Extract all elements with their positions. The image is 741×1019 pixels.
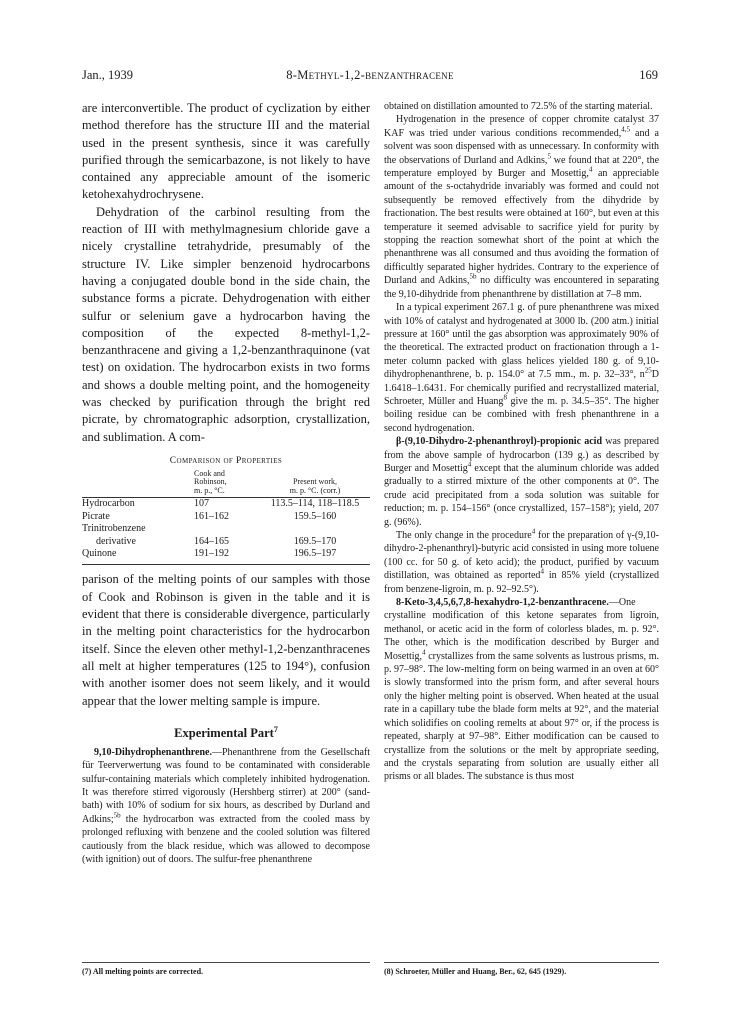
table-row: derivative 164–165 169.5–170 [96,535,337,547]
page-number: 169 [639,68,658,82]
paragraph: are interconvertible. The product of cyclization by either method therefore has the structure III and the material used in the present synthesis, since it was carefully purified through the semicarbazone, is not likely to have contained any appreciable amount of the isomeric ketohexahydrochrysene. [82,101,370,202]
paragraph: Hydrogenation in the presence of copper chromite catalyst 37 KAF was tried under various conditions recommended,$^{4,5}$ and a solvent was soon dispensed with as unnecessary. In conformity with the observations of Durland and Adkins,$^5$ we found that at 220°, the temperature employed by Burger and Mosettig,$^4$ an appreciable amount of the s-octahydride invariably was formed and could not subsequently be removed effectively from the dihydride by fractionation. The best results were obtained at 160°, but even at this temperature it seemed advisable to sacrifice yield for purity by stopping the reaction somewhat short of the point at which the phenanthrene was all consumed and thus avoiding the formation of difficultly separated higher hydrides. Contrary to the experience of Durland and Adkins,$^{5b}$ no difficulty was encountered in separating the 9,10-dihydride from phenanthrene by distillation at 7–8 mm. [384,114,660,300]
section-heading: Experimental Part$^7$ [174,724,278,740]
paragraph: 8-Keto-3,4,5,6,7,8-hexahydro-1,2-benzanthracene.—One crystalline modification of this ketone separates from ligroin, methanol, or acetic acid in the form of colorless blades, m. p. 92°. The other, which is the modification described by Burger and Mosettig,$^4$ crystallizes from the same solvents as lustrous prisms, m. p. 97–98°. The low-melting form on being warmed in an oven at 60° is slowly transformed into the prism form, and after several hours only the higher melting point is observed. When heated at the usual rate in a capillary tube the blade form melts at 92°, and the material which solidifies on cooling remelts at about 97° or, if the process is repeated, sharply at 97–98°. Either modification can be caused to crystallize from the solutions or the melt by appropriate seeding, and the crystals separating from solution are usually either all prisms or all blades. The substance is thus most [384,597,659,783]
right-column [384,100,659,784]
paragraph: 9,10-Dihydrophenanthrene.—Phenanthrene from the Gesellschaft für Teerverwertung was found to be contaminated with considerable sulfur-containing materials which completely inhibited hydrogenation. It was therefore stirred vigorously (Hershberg stirrer) at 200° (sand-bath) with 10% of sodium for six hours, as described by Durland and Adkins;$^{5b}$ the hydrocarbon was extracted from the cooled mass by prolonged refluxing with benzene and the cooled solution was filtered cautiously from the black residue, which was allowed to decompose (with ignition) out of doors. The sulfur-free phenanthrene [82,746,370,866]
page-header [82,66,658,84]
paragraph: Dehydration of the carbinol resulting from the reaction of III with methylmagnesium chloride gave a nicely crystalline tetrahydride, presumably of the structure IV. Like simpler benzenoid hydrocarbons having a conjugated double bond in the side chain, the substance forms a picrate. Dehydrogenation with either sulfur or selenium gave a hydrocarbon having the composition of the expected 8-methyl-1,2-benzanthracene and giving a 1,2-benzanthraquinone (vat test) on oxidation. The hydrocarbon exists in two forms and shows a double melting point, and the homogeneity was checked by purification through the bright red picrate, by chromatographic adsorption, crystallization, and sublimation. A com- [82,204,370,444]
left-column [82,100,370,867]
column-header-present: Present work, m. p. °C. (corr.) [260,470,370,498]
column-header-cook: Cook and Robinson, m. p., °C. [194,470,260,498]
table-row: Hydrocarbon 107 113.5–114, 118–118.5 [82,498,360,510]
issue-date: Jan., 1939 [82,68,134,82]
paragraph: parison of the melting points of our samples with those of Cook and Robinson is given in the table and it is evident that there is considerable divergence, particularly in the melting point characteristics for the hydrocarbon itself. Since the eleven other methyl-1,2-benzanthracenes all melt at higher temperatures (125 to 194°), confusion with another isomer does not seem likely, and it would appear that the lower melting sample is impure. [82,572,370,708]
footnote-8: (8) Schroeter, Müller and Huang, Ber., 62, 645 (1929). [384,967,567,976]
table-row: Trinitrobenzene [82,523,146,535]
paragraph: obtained on distillation amounted to 72.5% of the starting material. [384,101,653,112]
footnote-rule [82,962,370,963]
paragraph: β-(9,10-Dihydro-2-phenanthroyl)-propionic acid was prepared from the above sample of hydrocarbon (139 g.) as described by Burger and Mosettig$^4$ except that the aluminum chloride was added gradually to a stirred mixture of the other components at 0°. The crude acid precipitated from a soda solution was suitable for reduction; m. p. 154–156° (once crystallized, 157–158°); yield, 207 g. (96%). [384,436,659,528]
footnote-7: (7) All melting points are corrected. [82,967,204,976]
properties-table [82,470,370,561]
table-row: Picrate 161–162 159.5–160 [82,510,337,522]
footnote-rule [384,962,659,963]
running-title: 8-Methyl-1,2-benzanthracene [286,68,454,82]
table-bottom-rule [82,564,370,565]
paragraph: In a typical experiment 267.1 g. of pure phenanthrene was mixed with 10% of catalyst and hydrogenated at 3000 lb. (200 atm.) initial pressure at 160° until the gas absorption was approximately 90% of the theoretical. The extracted product on fractionation through a 1-meter column packed with glass helices yielded 180 g. of 9,10-dihydrophenanthrene, b. p. 154.0° at 7.5 mm., m. p. 32–33°, $n^{25}D$ 1.6418–1.6431. For chemically purified and recrystallized material, Schroeter, Müller and Huang$^8$ give the m. p. 34.5–35°. The higher boiling residue can be combined with fresh phenanthrene in a second hydrogenation. [384,302,660,434]
paragraph: The only change in the procedure$^4$ for the preparation of γ-(9,10-dihydro-2-phenanthryl)-butyric acid consisted in using more toluene (100 cc. for 50 g. of keto acid); the product, purified by vacuum distillation, was obtained as reported$^4$ in 85% yield (crystallized from benzene-ligroin, m. p. 92–92.5°). [384,527,659,595]
table-title: Comparison of Properties [169,455,283,466]
table-row: Quinone 191–192 196.5–197 [82,548,337,560]
